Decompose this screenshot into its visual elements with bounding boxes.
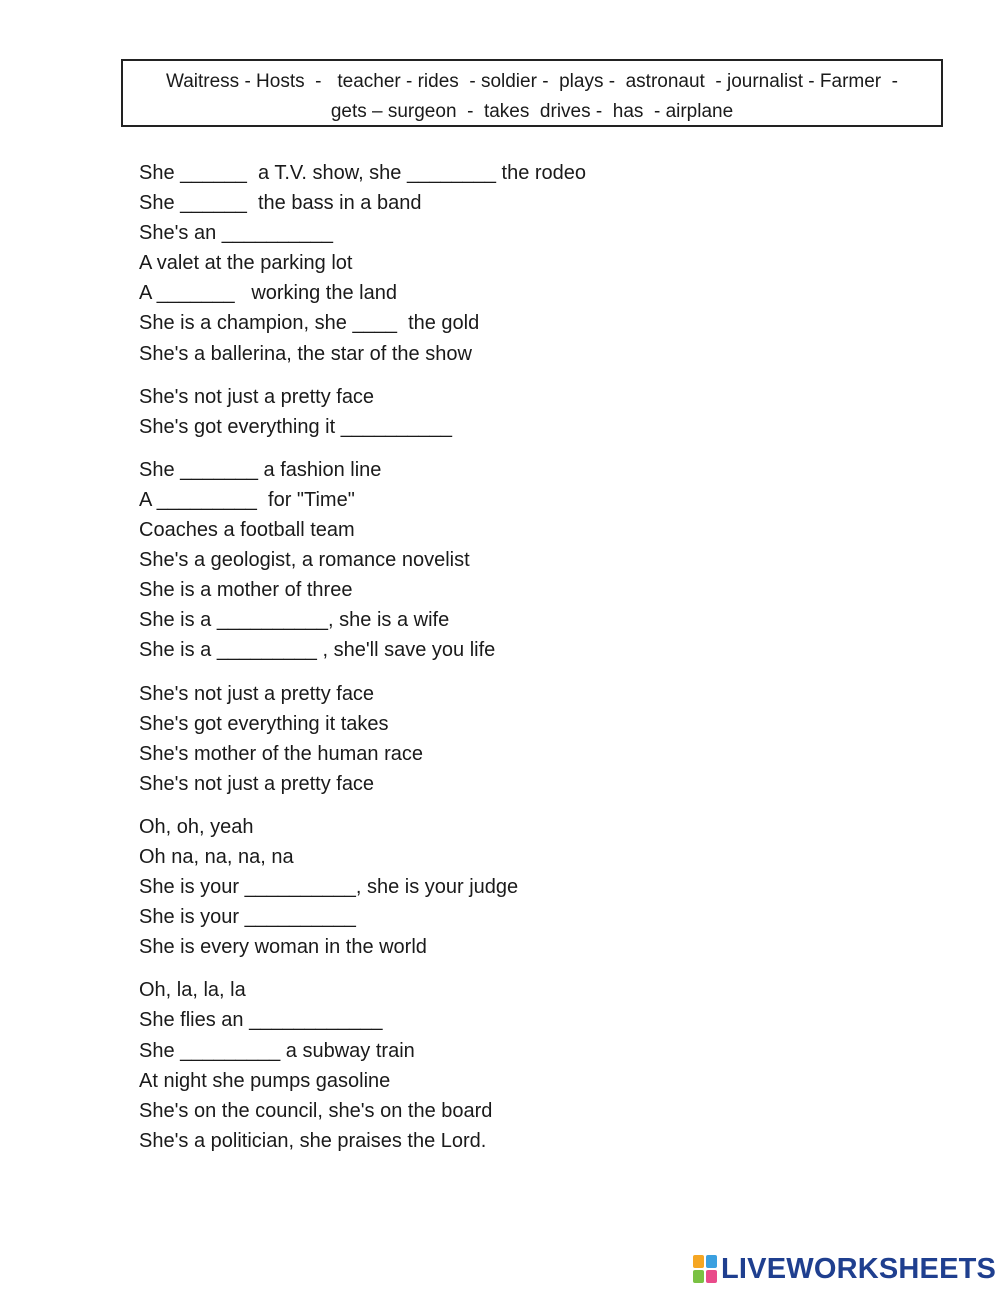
stanza-6 bbox=[139, 975, 939, 1156]
stanza-5 bbox=[139, 812, 939, 962]
lyric-line: She's mother of the human race bbox=[139, 742, 423, 765]
lyric-line: She's on the council, she's on the board bbox=[139, 1099, 493, 1122]
lyric-line: She is a mother of three bbox=[139, 579, 353, 602]
word-bank-line-1: Waitress - Hosts - teacher - rides - soldier - plays - astronaut - journalist - Farmer - bbox=[165, 71, 899, 92]
lyric-line: She _________ a subway train bbox=[139, 1039, 415, 1062]
stanza-4 bbox=[139, 679, 939, 799]
liveworksheets-brand bbox=[693, 1252, 996, 1286]
stanza-3 bbox=[139, 455, 939, 666]
lyric-line: She ______ a T.V. show, she ________ the rodeo bbox=[139, 162, 587, 184]
lyric-line: Oh, la, la, la bbox=[139, 979, 246, 1002]
lyric-line: Coaches a football team bbox=[139, 519, 355, 542]
lyric-line: She is a _________ , she'll save you life bbox=[139, 639, 496, 662]
lyric-line: A _________ for "Time" bbox=[139, 488, 355, 511]
lyric-line: Oh na, na, na, na bbox=[139, 845, 294, 868]
lyric-line: She's a ballerina, the star of the show bbox=[139, 342, 472, 365]
lyric-line: She's got everything it __________ bbox=[139, 415, 452, 438]
lyric-line: She is your __________ bbox=[139, 906, 356, 929]
lyric-line: She _______ a fashion line bbox=[139, 458, 382, 481]
lyric-line: She is a __________, she is a wife bbox=[139, 609, 450, 632]
lyric-line: She's got everything it takes bbox=[139, 712, 389, 735]
word-bank-line-2: gets – surgeon - takes drives - has - airplane bbox=[330, 101, 734, 122]
lyric-line: She flies an ____________ bbox=[139, 1009, 383, 1032]
liveworksheets-logo-icon bbox=[693, 1255, 717, 1283]
lyric-line: At night she pumps gasoline bbox=[139, 1069, 391, 1092]
brand-name: LIVEWORKSHEETS bbox=[721, 1253, 997, 1285]
lyric-line: She's a geologist, a romance novelist bbox=[139, 549, 470, 572]
lyric-line: She's not just a pretty face bbox=[139, 385, 375, 408]
word-bank-box bbox=[121, 59, 943, 127]
lyric-line: She's an __________ bbox=[139, 222, 333, 245]
lyrics bbox=[139, 158, 939, 1169]
lyric-line: A valet at the parking lot bbox=[139, 252, 353, 275]
logo-square-green bbox=[693, 1270, 704, 1283]
stanza-2 bbox=[139, 382, 939, 442]
stanza-1 bbox=[139, 158, 939, 369]
lyric-line: She is every woman in the world bbox=[139, 936, 427, 959]
lyric-line: She's not just a pretty face bbox=[139, 682, 375, 705]
logo-square-blue bbox=[706, 1255, 717, 1268]
logo-square-orange bbox=[693, 1255, 704, 1268]
lyric-line: She is a champion, she ____ the gold bbox=[139, 312, 480, 335]
lyric-line: A _______ working the land bbox=[139, 282, 397, 305]
lyric-line: Oh, oh, yeah bbox=[139, 815, 254, 838]
logo-square-pink bbox=[706, 1270, 717, 1283]
lyric-line: She is your __________, she is your judge bbox=[139, 876, 519, 899]
lyric-line: She ______ the bass in a band bbox=[139, 192, 422, 215]
lyric-line: She's a politician, she praises the Lord. bbox=[139, 1129, 487, 1152]
lyric-line: She's not just a pretty face bbox=[139, 772, 375, 795]
